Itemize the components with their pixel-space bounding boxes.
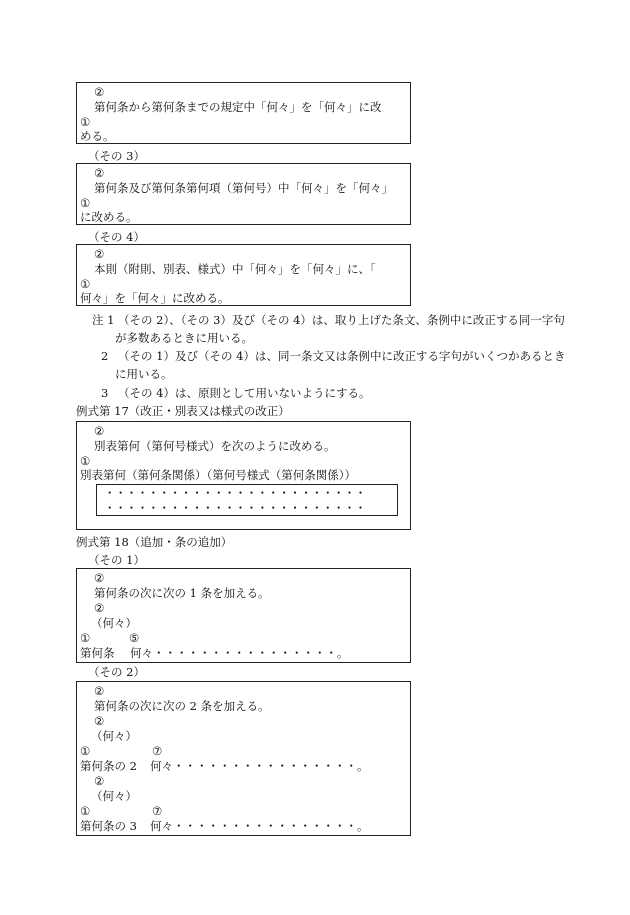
circled-mark: ② bbox=[94, 601, 105, 615]
article-text: 何々・・・・・・・・・・・・・・・・。 bbox=[130, 646, 349, 660]
circled-mark: ① bbox=[80, 277, 91, 291]
note-text: （その 4）は、原則として用いないようにする。 bbox=[118, 386, 371, 400]
circled-mark: ① bbox=[80, 115, 91, 129]
box-line: 第何条及び第何条第何項（第何号）中「何々」を「何々」 bbox=[94, 181, 393, 195]
sub-heading: （その 2） bbox=[88, 665, 145, 679]
circled-mark: ② bbox=[94, 424, 105, 438]
sub-heading: （その 1） bbox=[88, 553, 145, 567]
box-line: 何々」を「何々」に改める。 bbox=[80, 291, 230, 305]
circled-mark: ① bbox=[80, 454, 91, 468]
article-number: 第何条 bbox=[80, 646, 115, 660]
circled-mark: ② bbox=[94, 714, 105, 728]
circled-mark: ① bbox=[80, 804, 91, 818]
dot-leader: ・・・・・・・・・・・・・・・・・・・・・・・・ bbox=[104, 486, 366, 500]
circled-mark: ② bbox=[94, 774, 105, 788]
box-line: 第何条から第何条までの規定中「何々」を「何々」に改 bbox=[94, 100, 382, 114]
box-line: 別表第何（第何条関係）（第何号様式（第何条関係）） bbox=[80, 468, 356, 482]
sub-heading: （その 4） bbox=[88, 230, 145, 244]
circled-mark: ② bbox=[94, 85, 105, 99]
circled-mark: ⑦ bbox=[152, 804, 163, 818]
note-label: 注 1 bbox=[92, 313, 115, 327]
article-number: 第何条の 2 bbox=[80, 759, 137, 773]
circled-mark: ② bbox=[94, 684, 105, 698]
article-number: 第何条の 3 bbox=[80, 819, 137, 833]
article-text: 何々・・・・・・・・・・・・・・・・。 bbox=[150, 759, 369, 773]
dot-leader: ・・・・・・・・・・・・・・・・・・・・・・・・ bbox=[104, 501, 366, 515]
circled-mark: ② bbox=[94, 247, 105, 261]
box-line: 本則（附則、別表、様式）中「何々」を「何々」に、「 bbox=[94, 262, 376, 276]
circled-mark: ① bbox=[80, 196, 91, 210]
circled-mark: ① bbox=[80, 631, 91, 645]
box-line: に改める。 bbox=[80, 210, 138, 224]
note-text: （その 2）、（その 3）及び（その 4）は、取り上げた条文、条例中に改正する同一字句 bbox=[118, 313, 565, 327]
box-line: 別表第何（第何号様式）を次のように改める。 bbox=[94, 439, 336, 453]
article-caption: （何々） bbox=[91, 789, 137, 803]
note-label: 2 bbox=[101, 349, 109, 363]
box-line: める。 bbox=[80, 129, 115, 143]
note-text: に用いる。 bbox=[115, 367, 173, 381]
box-line: 第何条の次に次の 2 条を加える。 bbox=[94, 699, 270, 713]
circled-mark: ② bbox=[94, 571, 105, 585]
article-caption: （何々） bbox=[91, 616, 137, 630]
article-caption: （何々） bbox=[91, 729, 137, 743]
note-label: 3 bbox=[101, 386, 109, 400]
article-text: 何々・・・・・・・・・・・・・・・・。 bbox=[150, 819, 369, 833]
circled-mark: ⑦ bbox=[152, 744, 163, 758]
box-line: 第何条の次に次の 1 条を加える。 bbox=[94, 586, 270, 600]
note-text: が多数あるときに用いる。 bbox=[115, 331, 253, 345]
sub-heading: （その 3） bbox=[88, 149, 145, 163]
circled-mark: ① bbox=[80, 744, 91, 758]
section-heading: 例式第 17（改正・別表又は様式の改正） bbox=[76, 404, 290, 418]
section-heading: 例式第 18（追加・条の追加） bbox=[76, 535, 233, 549]
circled-mark: ⑤ bbox=[129, 631, 140, 645]
circled-mark: ② bbox=[94, 166, 105, 180]
note-text: （その 1）及び（その 4）は、同一条文又は条例中に改正する字句がいくつかあるとき bbox=[118, 349, 566, 363]
